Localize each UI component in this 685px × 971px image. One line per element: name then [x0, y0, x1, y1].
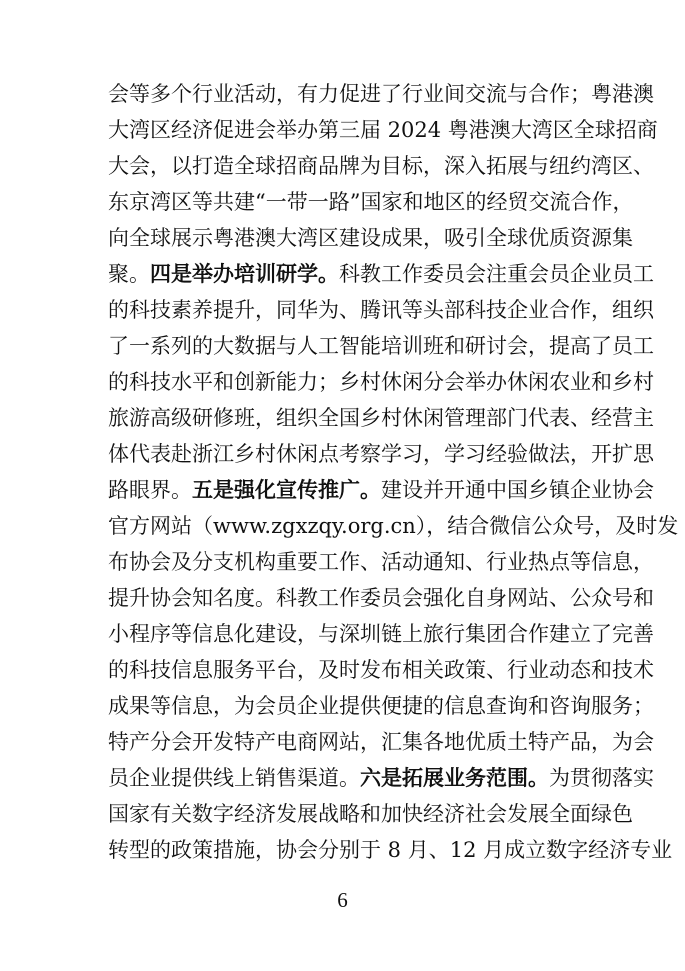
- text-line: 国家有关数字经济发展战略和加快经济社会发展全面绿色: [108, 802, 633, 826]
- text-line: 向全球展示粤港澳大湾区建设成果，吸引全球优质资源集: [108, 226, 633, 250]
- bold-heading: 六是拓展业务范围。: [360, 766, 549, 790]
- text-run: 为贯彻落实: [549, 766, 654, 790]
- text-line: 大会，以打造全球招商品牌为目标，深入拓展与纽约湾区、: [108, 154, 654, 178]
- page-number: 6: [337, 888, 348, 912]
- text-line: 大湾区经济促进会举办第三届 2024 粤港澳大湾区全球招商: [108, 118, 658, 142]
- text-line: 会等多个行业活动，有力促进了行业间交流与合作；粤港澳: [108, 82, 654, 106]
- text-line: 的科技素养提升，同华为、腾讯等头部科技企业合作，组织: [108, 298, 654, 322]
- text-run: 科教工作委员会注重会员企业员工: [339, 262, 654, 286]
- bold-heading: 五是强化宣传推广。: [192, 478, 381, 502]
- text-run: 建设并开通中国乡镇企业协会: [381, 478, 654, 502]
- text-run: 聚。: [108, 262, 150, 286]
- text-line: [108, 764, 654, 792]
- text-line: 布协会及分支机构重要工作、活动通知、行业热点等信息，: [108, 550, 654, 574]
- text-line: 的科技水平和创新能力；乡村休闲分会举办休闲农业和乡村: [108, 370, 654, 394]
- bold-heading: 四是举办培训研学。: [150, 262, 339, 286]
- text-line: 体代表赴浙江乡村休闲点考察学习，学习经验做法，开扩思: [108, 442, 654, 466]
- text-line: 东京湾区等共建“一带一路”国家和地区的经贸交流合作，: [108, 190, 634, 214]
- text-line: 旅游高级研修班，组织全国乡村休闲管理部门代表、经营主: [108, 406, 654, 430]
- text-line: 成果等信息，为会员企业提供便捷的信息查询和咨询服务；: [108, 694, 654, 718]
- text-line: 的科技信息服务平台，及时发布相关政策、行业动态和技术: [108, 658, 654, 682]
- text-run: 员企业提供线上销售渠道。: [108, 766, 360, 790]
- text-line: [108, 476, 654, 504]
- text-line: 小程序等信息化建设，与深圳链上旅行集团合作建立了完善: [108, 622, 654, 646]
- text-line: 了一系列的大数据与人工智能培训班和研讨会，提高了员工: [108, 334, 654, 358]
- text-line: 官方网站（www.zgxzqy.org.cn），结合微信公众号，及时发: [108, 514, 679, 538]
- text-line: 特产分会开发特产电商网站，汇集各地优质土特产品，为会: [108, 730, 654, 754]
- text-line: 提升协会知名度。科教工作委员会强化自身网站、公众号和: [108, 586, 654, 610]
- text-line: [108, 260, 654, 288]
- text-run: 路眼界。: [108, 478, 192, 502]
- text-line: 转型的政策措施，协会分别于 8 月、12 月成立数字经济专业: [108, 838, 673, 862]
